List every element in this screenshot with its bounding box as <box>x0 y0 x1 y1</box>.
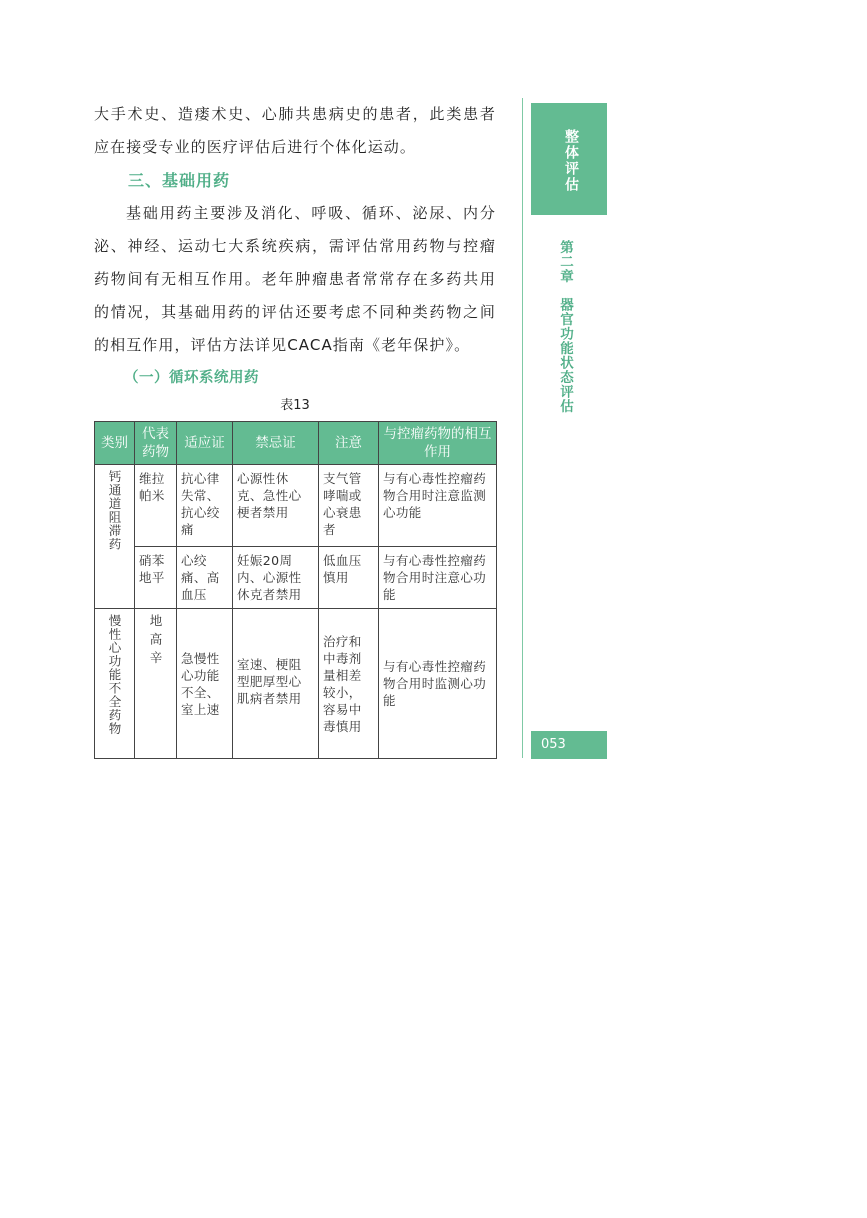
table-row <box>95 465 497 547</box>
indication-cell: 心绞痛、高血压 <box>177 547 233 609</box>
table-caption: 表13 <box>280 398 310 413</box>
caution-cell: 支气管哮喘或心衰患者 <box>319 465 379 547</box>
contraindication-cell: 心源性休克、急性心梗者禁用 <box>233 465 319 547</box>
header-indication: 适应证 <box>177 422 233 465</box>
chapter-number: 第二章 <box>557 240 573 284</box>
table-row <box>95 547 497 609</box>
body-paragraph-2: 基础用药主要涉及消化、呼吸、循环、泌尿、内分泌、神经、运动七大系统疾病，需评估常用药物与控瘤药物间有无相互作用。老年肿瘤患者常常存在多药共用的情况，其基础用药的评估还要考虑不同种类药物之间的相互作用，评估方法详见CACA指南《老年保护》。 <box>94 204 496 354</box>
contraindication-cell: 室速、梗阻型肥厚型心肌病者禁用 <box>233 609 319 759</box>
chapter-label <box>555 240 575 414</box>
section-tab-label: 整体评估 <box>563 129 579 193</box>
drug-cell: 维拉帕米 <box>135 465 177 547</box>
category-cell <box>95 465 135 609</box>
drug-label: 地高辛 <box>148 614 163 670</box>
indication-cell: 抗心律失常、抗心绞痛 <box>177 465 233 547</box>
interaction-cell: 与有心毒性控瘤药物合用时监测心功能 <box>379 609 497 759</box>
page-number: 053 <box>531 731 607 759</box>
category-label: 慢性心功能不全药物 <box>107 614 122 736</box>
drug-cell <box>135 609 177 759</box>
section-heading: 三、基础用药 <box>128 171 231 190</box>
main-text-column <box>94 98 496 417</box>
header-category: 类别 <box>95 422 135 465</box>
header-interaction: 与控瘤药物的相互作用 <box>379 422 497 465</box>
table-row <box>95 609 497 759</box>
caution-cell: 低血压慎用 <box>319 547 379 609</box>
table-header-row <box>95 422 497 465</box>
interaction-cell: 与有心毒性控瘤药物合用时注意监测心功能 <box>379 465 497 547</box>
header-contraindication: 禁忌证 <box>233 422 319 465</box>
sidebar-divider <box>522 98 523 758</box>
header-drug: 代表药物 <box>135 422 177 465</box>
indication-cell: 急慢性心功能不全、室上速 <box>177 609 233 759</box>
header-caution: 注意 <box>319 422 379 465</box>
chapter-title: 器官功能状态评估 <box>557 297 573 414</box>
interaction-cell: 与有心毒性控瘤药物合用时注意心功能 <box>379 547 497 609</box>
category-label: 钙通道阻滞药 <box>107 470 122 551</box>
caution-cell: 治疗和中毒剂量相差较小，容易中毒慎用 <box>319 609 379 759</box>
body-paragraph-1: 大手术史、造瘘术史、心肺共患病史的患者，此类患者应在接受专业的医疗评估后进行个体化运动。 <box>94 105 496 156</box>
drug-table <box>94 421 497 759</box>
subsection-heading: （一）循环系统用药 <box>124 370 259 386</box>
drug-cell: 硝苯地平 <box>135 547 177 609</box>
category-cell <box>95 609 135 759</box>
contraindication-cell: 妊娠20周内、心源性休克者禁用 <box>233 547 319 609</box>
section-tab <box>531 103 607 215</box>
